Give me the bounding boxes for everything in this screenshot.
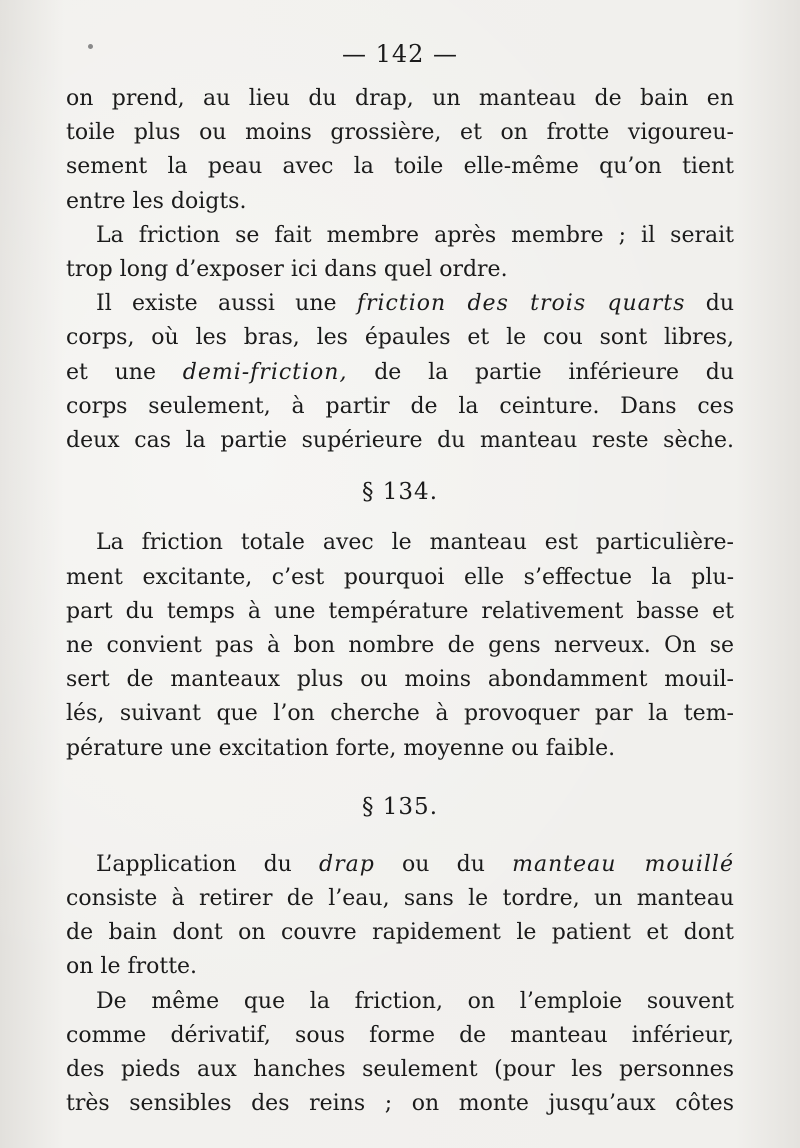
text-line [66, 526, 734, 560]
text-run: du [685, 291, 735, 317]
text-line [66, 82, 734, 116]
text-line [66, 424, 734, 458]
text-run: sement la peau avec la toile elle-même qu’on tient [66, 154, 734, 180]
text-run: Il existe aussi une [96, 291, 357, 317]
text-run: De même que la friction, on l’emploie souvent [96, 988, 734, 1014]
text-line [66, 116, 734, 150]
text-run: ou du [374, 851, 513, 877]
text-run: corps, où les bras, les épaules et le cou sont libres, [66, 325, 734, 351]
text-run: lés, suivant que l’on cherche à provoquer par la tem- [66, 701, 734, 727]
text-line [66, 219, 734, 253]
text-run: sert de manteaux plus ou moins abondamment mouil- [66, 667, 734, 693]
text-line [66, 287, 734, 321]
text-run: La friction se fait membre après membre ; il serait [96, 222, 734, 248]
text-line [66, 916, 734, 950]
text-run: entre les doigts. [66, 188, 247, 214]
text-line [66, 985, 734, 1019]
text-run: des pieds aux hanches seulement (pour les personnes [66, 1056, 734, 1082]
text-run: ment excitante, c’est pourquoi elle s’effectue la plu- [66, 564, 734, 590]
text-line [66, 356, 734, 390]
text-run: de bain dont on couvre rapidement le patient et dont [66, 920, 734, 946]
text-block [66, 82, 734, 1121]
text-run: de la partie inférieure du [347, 359, 734, 385]
text-line [66, 663, 734, 697]
text-line [66, 848, 734, 882]
text-run: corps seulement, à partir de la ceinture. Dans ces [66, 393, 734, 419]
section-heading [66, 458, 734, 526]
text-run: deux cas la partie supérieure du manteau reste sèche. [66, 427, 734, 453]
text-line [66, 321, 734, 355]
text-run: ne convient pas à bon nombre de gens nerveux. On se [66, 633, 734, 659]
text-run: § 135. [361, 793, 439, 820]
text-line [66, 1053, 734, 1087]
text-line [66, 185, 734, 219]
text-line [66, 1087, 734, 1121]
text-line [66, 697, 734, 731]
text-line [66, 732, 734, 766]
text-run: part du temps à une température relativement basse et [66, 598, 734, 624]
text-line [66, 390, 734, 424]
text-run: L’application du [96, 851, 320, 877]
text-run: § 134. [361, 479, 439, 506]
section-heading [66, 766, 734, 848]
text-line [66, 950, 734, 984]
text-run: on prend, au lieu du drap, un manteau de bain en [66, 86, 734, 111]
text-line [66, 595, 734, 629]
text-run: très sensibles des reins ; on monte jusqu’aux côtes [66, 1091, 734, 1117]
text-run: La friction totale avec le manteau est particulière- [96, 530, 734, 556]
text-line [66, 253, 734, 287]
text-run: consiste à retirer de l’eau, sans le tordre, un manteau [66, 885, 734, 911]
text-run: comme dérivatif, sous forme de manteau inférieur, [66, 1022, 734, 1048]
text-line [66, 882, 734, 916]
text-run: trop long d’exposer ici dans quel ordre. [66, 256, 508, 282]
text-run: on le frotte. [66, 954, 198, 980]
italic-term: manteau mouillé [512, 851, 734, 877]
page-number: — 142 — [341, 40, 459, 68]
text-line [66, 150, 734, 184]
text-line [66, 1019, 734, 1053]
text-line [66, 629, 734, 663]
text-run: et une [66, 359, 183, 385]
italic-term: demi-friction, [182, 359, 348, 385]
text-run: pérature une excitation forte, moyenne ou faible. [66, 735, 616, 761]
text-line [66, 561, 734, 595]
text-run: toile plus ou moins grossière, et on frotte vigoureu- [66, 120, 734, 146]
italic-term: drap [319, 851, 375, 877]
italic-term: friction des trois quarts [356, 291, 686, 317]
